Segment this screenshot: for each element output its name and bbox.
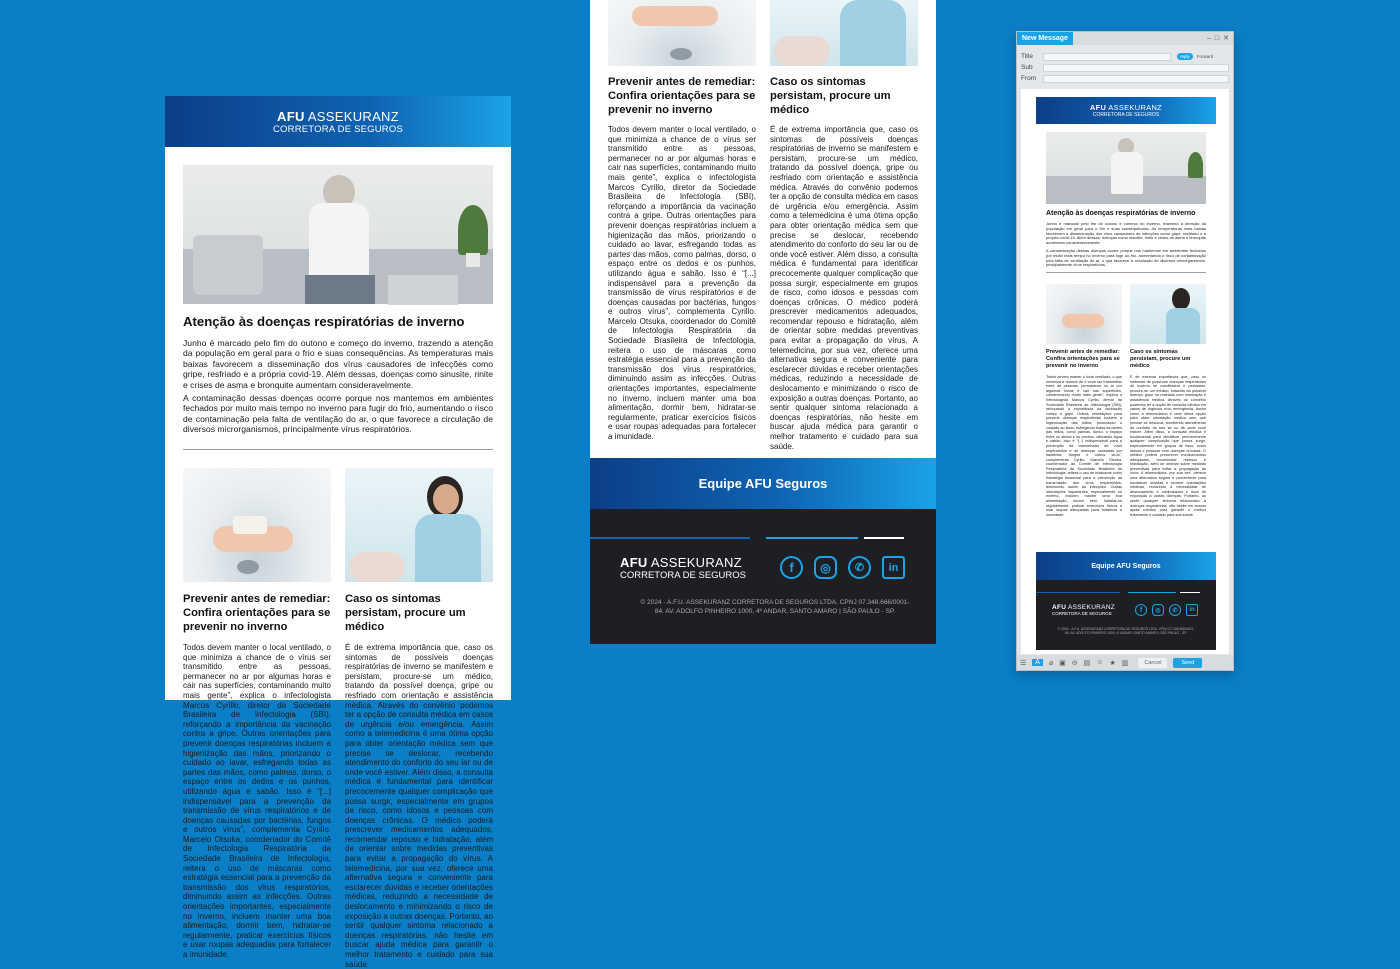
message-body [1021, 89, 1229, 654]
cancel-button[interactable]: Cancel [1138, 658, 1167, 668]
brand-subtitle: CORRETORA DE SEGUROS [1052, 611, 1112, 616]
forward-pill[interactable]: Forward [1196, 54, 1214, 59]
mini-team-banner [1036, 552, 1216, 580]
brand-name-bold: AFU [1089, 102, 1107, 112]
team-banner-text: Equipe AFU Seguros [698, 476, 828, 491]
whatsapp-icon[interactable]: ✆ [848, 556, 871, 579]
right-col-text: É de extrema importância que, caso os sintomas de possíveis doenças respiratórias de inverno se manifestem e persistam, procure-se um médico, tratando da possível doença, gripe ou resfriado com orientação e assistência médica. Através do convênio podemos ter a opção de consulta médica em casos de urgência e/ou emergência. Assim como a telemedicina é uma ótima opção para obter orientação médica sem que precise se deslocar, recebendo atendimento do conforto do seu lar ou de onde você estiver. Além disso, a consulta médica é fundamental para identificar precocemente qualquer complicação que possa surgir, especialmente em grupos de risco, como idosos e pessoas com doenças crônicas. O médico poderá prescrever medicamentos adequados, recomendar repouso e hidratação, além de orientar sobre medidas preventivas para evitar a propagação do vírus. A telemedicina, por sua vez, oferece uma alternativa segura e conveniente para esclarecer dúvidas e receber orientações médicas, reduzindo a necessidade de deslocamento e minimizando o risco de exposição a outras doenças. Portanto, ao sentir qualquer sintoma relacionado a doenças respiratórias, não hesite em buscar ajuda médica para garantir o melhor tratamento e cuidado para sua saúde. [345, 643, 493, 969]
main-article-p2: A contaminação dessas doenças ocorre porque nos mantemos em ambientes fechados por muito mais tempo no inverno para fugir do frio, aumentando o risco de contaminação pela falta de ventilação do ar, o que favorece a circulação de diversos microrganismos, principalmente vírus respiratórios. [183, 393, 493, 435]
brand-subtitle: CORRETORA DE SEGUROS [620, 570, 746, 581]
title-field-label: Title [1021, 53, 1034, 60]
brand-name-rest: ASSEKURANZ [1066, 604, 1116, 611]
brand-name-bold: AFU [1052, 604, 1067, 611]
brand-subtitle: CORRETORA DE SEGUROS [1092, 111, 1160, 118]
instagram-icon[interactable]: ◎ [814, 556, 837, 579]
send-button[interactable]: Send [1173, 658, 1202, 668]
mini-main-title: Atenção às doenças respiratórias de inverno [1046, 210, 1196, 217]
instagram-icon[interactable]: ◎ [1152, 604, 1164, 616]
mini-hero-image [1046, 132, 1206, 204]
whatsapp-icon[interactable]: ✆ [1169, 604, 1181, 616]
mini-main-p1: Junho é marcado pelo fim do outono e começo do inverno, trazendo a atenção da população em geral para o frio e suas consequências. As temperaturas mais baixas favorecem a disseminação dos vírus causadores de infecções como gripe, resfriado e a própria covid-19. Além dessas, doenças como sinusite, rinite e crises de asma e bronquite aumentam consideravelmente. [1046, 221, 1206, 246]
brand-name-bold: AFU [620, 555, 648, 570]
mini-doctor-image [1130, 284, 1206, 344]
hero-image [183, 165, 493, 304]
brand-subtitle: CORRETORA DE SEGUROS [273, 124, 403, 135]
mini-handwash-image [1046, 284, 1122, 344]
footer-copyright: © 2024 - A.F.U. ASSEKURANZ CORRETORA DE SEGUROS LTDA. CPNJ 07.348.666/0001-84. AV. ADOLFO PINHEIRO 1000, 4º ANDAR, SANTO AMARO | SÃO PAULO - SP. [640, 599, 910, 615]
handwash-image [183, 468, 331, 582]
left-col-title: Prevenir antes de remediar: Confira orientações para se prevenir no inverno [183, 593, 331, 633]
title-field-input[interactable] [1043, 53, 1171, 61]
star-icon[interactable]: ★ [1109, 659, 1116, 667]
mini-left-col-text: Todos devem manter o local ventilado, o que minimiza a chance de o vírus ser transmitido entre as pessoas, permanecer no ar por algumas horas e cair nas superfícies, contaminando muito mais gente”, explica o infectologista Marcos Cyrillo, diretor da Sociedade Brasileira de Infectologia (SBI), reforçando a importância da vacinação contra a gripe. Outras orientações para prevenir doenças respiratórias incluem a higienização das mãos, priorizando o cuidado ao lavar, esfregando todas as partes das mãos, como palmas, dorso, o espaço entre os dedos e os punhos, utilizando água e sabão. Isso é “[...] indispensável para a prevenção da transmissão de vírus respiratórios e de doenças causadas por bactérias, fungos e outros vírus”, complementa Cyrillo. Marcelo Otsuka, coordenador do Comitê de Infectologia Respiratória da Sociedade Brasileira de Infectologia, reitera o uso de máscaras como estratégia essencial para a prevenção da transmissão dos vírus respiratórios, diminuindo assim as infecções. Outras orientações importantes, especialmente no inverno, incluem manter uma boa alimentação, dormir bem, hidratar-se regularmente, praticar exercícios físicos e usar roupas adequadas para fortalecer a imunidade. [1046, 375, 1122, 517]
brand-name-rest: ASSEKURANZ [304, 109, 399, 124]
message-fields [1021, 51, 1229, 84]
newsletter-footer [590, 509, 936, 644]
emoji-icon[interactable]: ☺ [1096, 659, 1104, 666]
linkedin-icon[interactable]: in [1186, 604, 1198, 616]
gif-icon[interactable]: ▤ [1083, 659, 1091, 667]
brand-name-rest: ASSEKURANZ [1106, 102, 1163, 112]
attach-icon[interactable]: ⌀ [1048, 659, 1054, 667]
mini-footer [1036, 580, 1216, 650]
handwash-image [608, 0, 756, 66]
mini-main-p2: A contaminação dessas doenças ocorre porque nos mantemos em ambientes fechados por muito mais tempo no inverno para fugir do frio, aumentando o risco de contaminação pela falta de ventilação do ar, o que favorece a circulação de diversos microrganismos, principalmente vírus respiratórios. [1046, 248, 1206, 268]
close-icon[interactable]: ✕ [1223, 35, 1229, 42]
facebook-icon[interactable]: f [1135, 604, 1147, 616]
link-icon[interactable]: ⊖ [1071, 659, 1078, 667]
linkedin-icon[interactable]: in [882, 556, 905, 579]
section-divider [183, 449, 493, 450]
main-article-p1: Junho é marcado pelo fim do outono e começo do inverno, trazendo a atenção da população em geral para o frio e suas consequências. As temperaturas mais baixas favorecem a disseminação dos vírus causadores de infecções como gripe, resfriado e a própria covid-19. Além dessas, doenças como sinusite, rinite e crises de asma e bronquite aumentam consideravelmente. [183, 338, 493, 390]
mini-social-links [1135, 604, 1198, 616]
newsletter-preview-left [165, 96, 511, 969]
compose-toolbar [1017, 655, 1233, 670]
mini-header [1036, 97, 1216, 124]
team-banner [590, 458, 936, 509]
doctor-image [345, 468, 493, 582]
newsletter-preview-center [590, 0, 936, 644]
left-col-text: Todos devem manter o local ventilado, o que minimiza a chance de o vírus ser transmitido entre as pessoas, permanecer no ar por algumas horas e cair nas superfícies, contaminando muito mais gente”, explica o infectologista Marcos Cyrillo, diretor da Sociedade Brasileira de Infectologia (SBI), reforçando a importância da vacinação contra a gripe. Outras orientações para prevenir doenças respiratórias incluem a higienização das mãos, priorizando o cuidado ao lavar, esfregando todas as partes das mãos, como palmas, dorso, o espaço entre os dedos e os punhos, utilizando água e sabão. Isso é “[...] indispensável para a prevenção da transmissão de vírus respiratórios e de doenças causadas por bactérias, fungos e outros vírus”, complementa Cyrillo. Marcelo Otsuka, coordenador do Comitê de Infectologia Respiratória da Sociedade Brasileira de Infectologia, reitera o uso de máscaras como estratégia essencial para a prevenção da transmissão dos vírus respiratórios, diminuindo assim as infecções. Outras orientações importantes, especialmente no inverno, incluem manter uma boa alimentação, dormir bem, hidratar-se regularmente, praticar exercícios físicos e usar roupas adequadas para fortalecer a imunidade. [608, 125, 756, 441]
mini-divider [1046, 272, 1206, 273]
maximize-icon[interactable]: □ [1214, 35, 1220, 42]
from-field-input[interactable] [1043, 75, 1229, 83]
sub-field-label: Sub [1021, 64, 1033, 71]
mini-footer-brand [1052, 604, 1115, 616]
sub-field-input[interactable] [1043, 64, 1229, 72]
mini-brand-logo [1090, 104, 1162, 118]
format-icon[interactable]: A [1032, 659, 1043, 666]
right-col-text: É de extrema importância que, caso os sintomas de possíveis doenças respiratórias de inverno se manifestem e persistam, procure-se um médico, tratando da possível doença, gripe ou resfriado com orientação e assistência médica. Através do convênio podemos ter a opção de consulta médica em casos de urgência e/ou emergência. Assim como a telemedicina é uma ótima opção para obter orientação médica sem que precise se deslocar, recebendo atendimento do conforto do seu lar ou de onde você estiver. Além disso, a consulta médica é fundamental para identificar precocemente qualquer complicação que possa surgir, especialmente em grupos de risco, como idosos e pessoas com doenças crônicas. O médico poderá prescrever medicamentos adequados, recomendar repouso e hidratação, além de orientar sobre medidas preventivas para evitar a propagação do vírus. A telemedicina, por sua vez, oferece uma alternativa segura e conveniente para esclarecer dúvidas e receber orientações médicas, reduzindo a necessidade de deslocamento e minimizando o risco de exposição a outras doenças. Portanto, ao sentir qualquer sintoma relacionado a doenças respiratórias, não hesite em buscar ajuda médica para garantir o melhor tratamento e cuidado para sua saúde. [770, 125, 918, 451]
image-icon[interactable]: ▣ [1059, 659, 1066, 667]
facebook-icon[interactable]: f [780, 556, 803, 579]
left-col-title: Prevenir antes de remediar: Confira orientações para se prevenir no inverno [608, 76, 756, 116]
mini-footer-copyright: © 2024 - A.F.U. ASSEKURANZ CORRETORA DE SEGUROS LTDA. CPNJ 07.348.666/0001-84. AV. ADOLFO PINHEIRO 1000, 4º ANDAR, SANTO AMARO | SÃO PAULO - SP. [1057, 627, 1195, 636]
doctor-image [770, 0, 918, 66]
brand-name-rest: ASSEKURANZ [647, 555, 742, 570]
right-col-title: Caso os sintomas persistam, procure um médico [770, 76, 891, 116]
from-field-label: From [1021, 75, 1037, 82]
left-col-text: Todos devem manter o local ventilado, o que minimiza a chance de o vírus ser transmitido entre as pessoas, permanecer no ar por algumas horas e cair nas superfícies, contaminando muito mais gente”, explica o infectologista Marcos Cyrillo, diretor da Sociedade Brasileira de Infectologia (SBI), reforçando a importância da vacinação contra a gripe. Outras orientações para prevenir doenças respiratórias incluem a higienização das mãos, priorizando o cuidado ao lavar, esfregando todas as partes das mãos, como palmas, dorso, o espaço entre os dedos e os punhos, utilizando água e sabão. Isso é “[...] indispensável para a prevenção da transmissão de vírus respiratórios e de doenças causadas por bactérias, fungos e outros vírus”, complementa Cyrillo. Marcelo Otsuka, coordenador do Comitê de Infectologia Respiratória da Sociedade Brasileira de Infectologia, reitera o uso de máscaras como estratégia essencial para a prevenção da transmissão dos vírus respiratórios, diminuindo assim as infecções. Outras orientações importantes, especialmente no inverno, incluem manter uma boa alimentação, dormir bem, hidratar-se regularmente, praticar exercícios físicos e usar roupas adequadas para fortalecer a imunidade. [183, 643, 331, 959]
window-titlebar [1017, 32, 1233, 45]
main-article-title: Atenção às doenças respiratórias de inverno [183, 314, 465, 329]
window-title: New Message [1017, 32, 1073, 45]
brand-logo [273, 110, 403, 135]
social-links [780, 556, 905, 579]
mini-team-banner-text: Equipe AFU Seguros [1091, 562, 1161, 570]
reply-pill[interactable]: reply [1177, 53, 1193, 60]
email-client-window [1016, 31, 1234, 671]
menu-icon[interactable]: ☰ [1020, 659, 1027, 667]
delete-icon[interactable]: ▥ [1121, 659, 1129, 667]
right-col-title: Caso os sintomas persistam, procure um médico [345, 593, 466, 633]
footer-accent-lines [590, 537, 936, 539]
footer-brand-logo [620, 556, 746, 581]
mini-right-col-text: É de extrema importância que, caso os sintomas de possíveis doenças respiratórias de inverno se manifestem e persistam, procure-se um médico, tratando da possível doença, gripe ou resfriado com orientação e assistência médica. Através do convênio podemos ter a opção de consulta médica em casos de urgência e/ou emergência. Assim como a telemedicina é uma ótima opção para obter orientação médica sem que precise se deslocar, recebendo atendimento do conforto do seu lar ou de onde você estiver. Além disso, a consulta médica é fundamental para identificar precocemente qualquer complicação que possa surgir, especialmente em grupos de risco, como idosos e pessoas com doenças crônicas. O médico poderá prescrever medicamentos adequados, recomendar repouso e hidratação, além de orientar sobre medidas preventivas para evitar a propagação do vírus. A telemedicina, por sua vez, oferece uma alternativa segura e conveniente para esclarecer dúvidas e receber orientações médicas, reduzindo a necessidade de deslocamento e minimizando o risco de exposição a outras doenças. Portanto, ao sentir qualquer sintoma relacionado a doenças respiratórias, não hesite em buscar ajuda médica para garantir o melhor tratamento e cuidado para sua saúde. [1130, 375, 1206, 517]
minimize-icon[interactable]: – [1206, 35, 1211, 42]
mini-right-col-title: Caso os sintomas persistam, procure um médico [1130, 349, 1191, 369]
brand-name-bold: AFU [277, 109, 305, 124]
newsletter-header [165, 96, 511, 147]
mini-left-col-title: Prevenir antes de remediar: Confira orientações para se prevenir no inverno [1046, 349, 1120, 369]
